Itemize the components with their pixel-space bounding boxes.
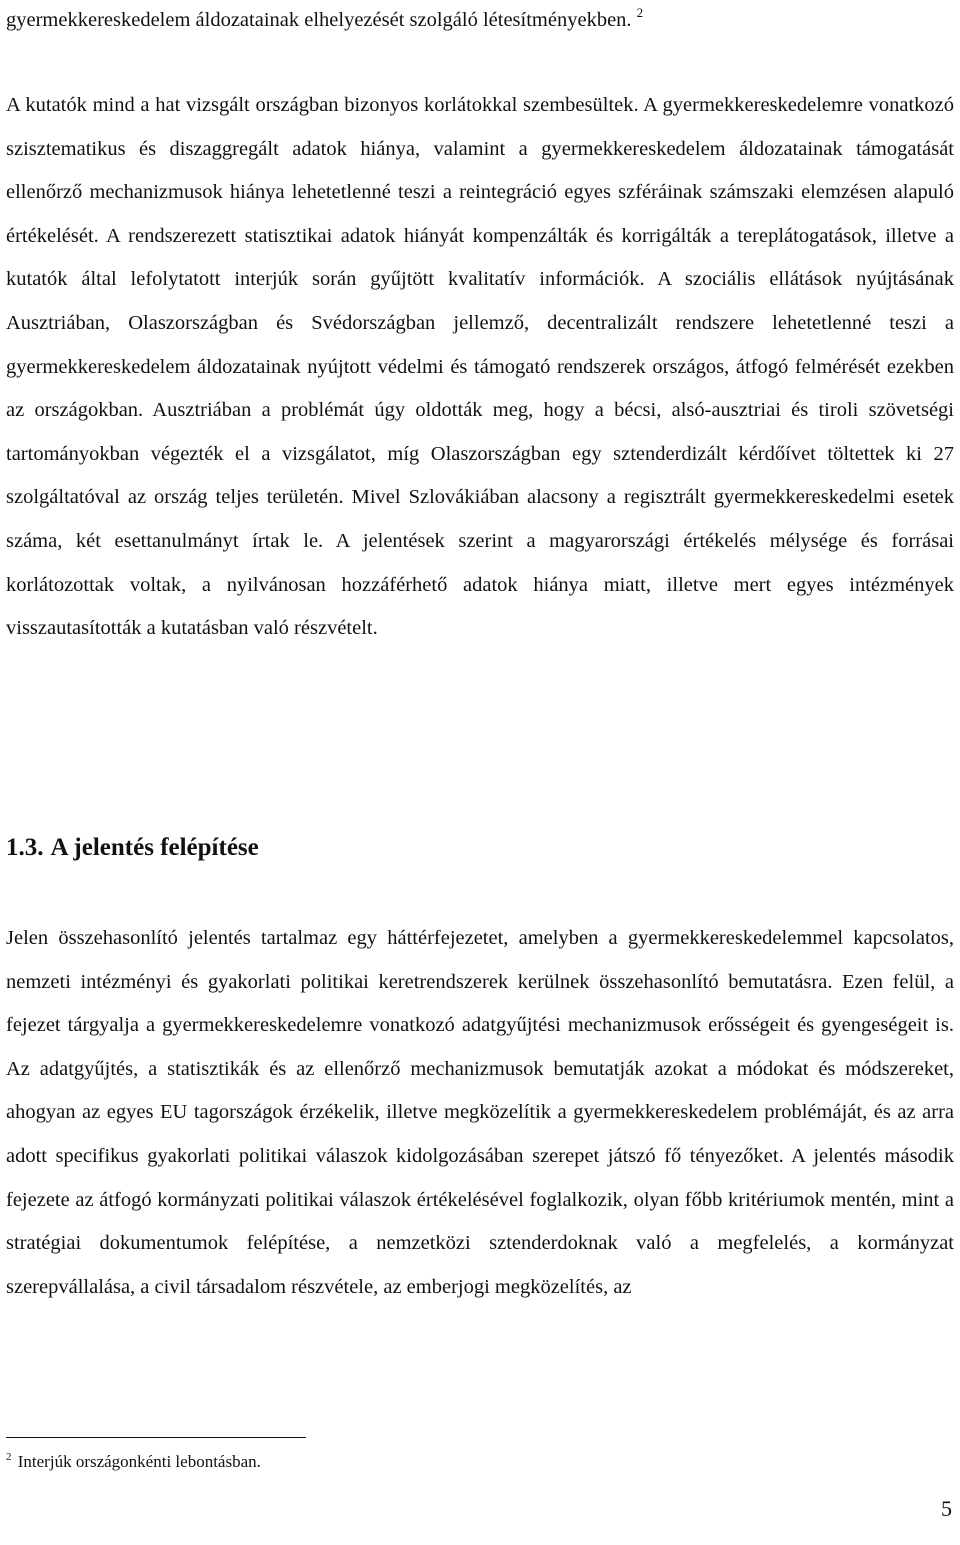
footnote-marker: 2 (6, 1451, 12, 1463)
paragraph-report-structure: Jelen összehasonlító jelentés tartalmaz egy háttérfejezetet, amelyben a gyermekkereskedelemmel kapcsolatos, nemzeti intézményi és gyakorlati politikai keretrendszerek kerülnek összehasonlító bemutatásra. Ezen felül, a fejezet tárgyalja a gyermekkereskedelemre vonatkozó adatgyűjtési mechanizmusok erősségeit és gyengeségeit is. Az adatgyűjtés, a statisztikák és az ellenőrző mechanizmusok bemutatják azokat a módokat és módszereket, ahogyan az egyes EU tagországok érzékelik, illetve megközelítik a gyermekkereskedelem problémáját, és az arra adott specifikus gyakorlati politikai válaszok kidolgozásában szerepet játszó fő tényezőket. A jelentés második fejezete az átfogó kormányzati politikai válaszok értékelésével foglalkozik, olyan főbb kritériumok mentén, mint a stratégiai dokumentumok felépítése, a nemzetközi sztenderdoknak való a megfelelés, a kormányzat szerepvállalása, a civil társadalom részvétele, az emberjogi megközelítés, az (6, 927, 954, 1298)
section-title: A jelentés felépítése (50, 834, 259, 861)
footnote-text: Interjúk országonkénti lebontásban. (17, 1452, 261, 1471)
opening-line-text: gyermekkereskedelem áldozatainak elhelyezését szolgáló létesítményekben. (6, 9, 632, 31)
section-heading (6, 826, 259, 870)
footnote-reference[interactable]: 2 (636, 5, 644, 20)
opening-line (6, 0, 954, 43)
paragraph-limitations: A kutatók mind a hat vizsgált országban bizonyos korlátokkal szembesültek. A gyermekkereskedelemre vonatkozó szisztematikus és diszaggregált adatok hiánya, valamint a gyermekkereskedelem áldozatainak támogatását ellenőrző mechanizmusok hiánya lehetetlenné teszi a reintegráció egyes szféráinak számszaki elemzésen alapuló értékelését. A rendszerezett statisztikai adatok hiányát kompenzálták és korrigálták a tereplátogatások, illetve a kutatók által lefolytatott interjúk során gyűjtött kvalitatív információk. A szociális ellátások nyújtásának Ausztriában, Olaszországban és Svédországban jellemző, decentralizált rendszere lehetetlenné teszi a gyermekkereskedelem áldozatainak nyújtott védelmi és támogató rendszerek országos, átfogó felmérését ezekben az országokban. Ausztriában a problémát úgy oldották meg, hogy a bécsi, alsó-ausztriai és tiroli szövetségi tartományokban végezték el a vizsgálatot, míg Olaszországban egy sztenderdizált kérdőívet töltettek ki 27 szolgáltatóval az ország teljes területén. Mivel Szlovákiában alacsony a regisztrált gyermekkereskedelmi esetek száma, két esettanulmányt írtak le. A jelentések szerint a magyarországi értékelés mélysége és forrásai korlátozottak voltak, a nyilvánosan hozzáférhető adatok hiánya miatt, illetve mert egyes intézmények visszautasították a kutatásban való részvételt. (6, 94, 954, 640)
footnote (6, 1450, 261, 1474)
section-number: 1.3. (6, 834, 44, 861)
footnote-separator (6, 1437, 306, 1438)
page-number: 5 (941, 1496, 952, 1521)
